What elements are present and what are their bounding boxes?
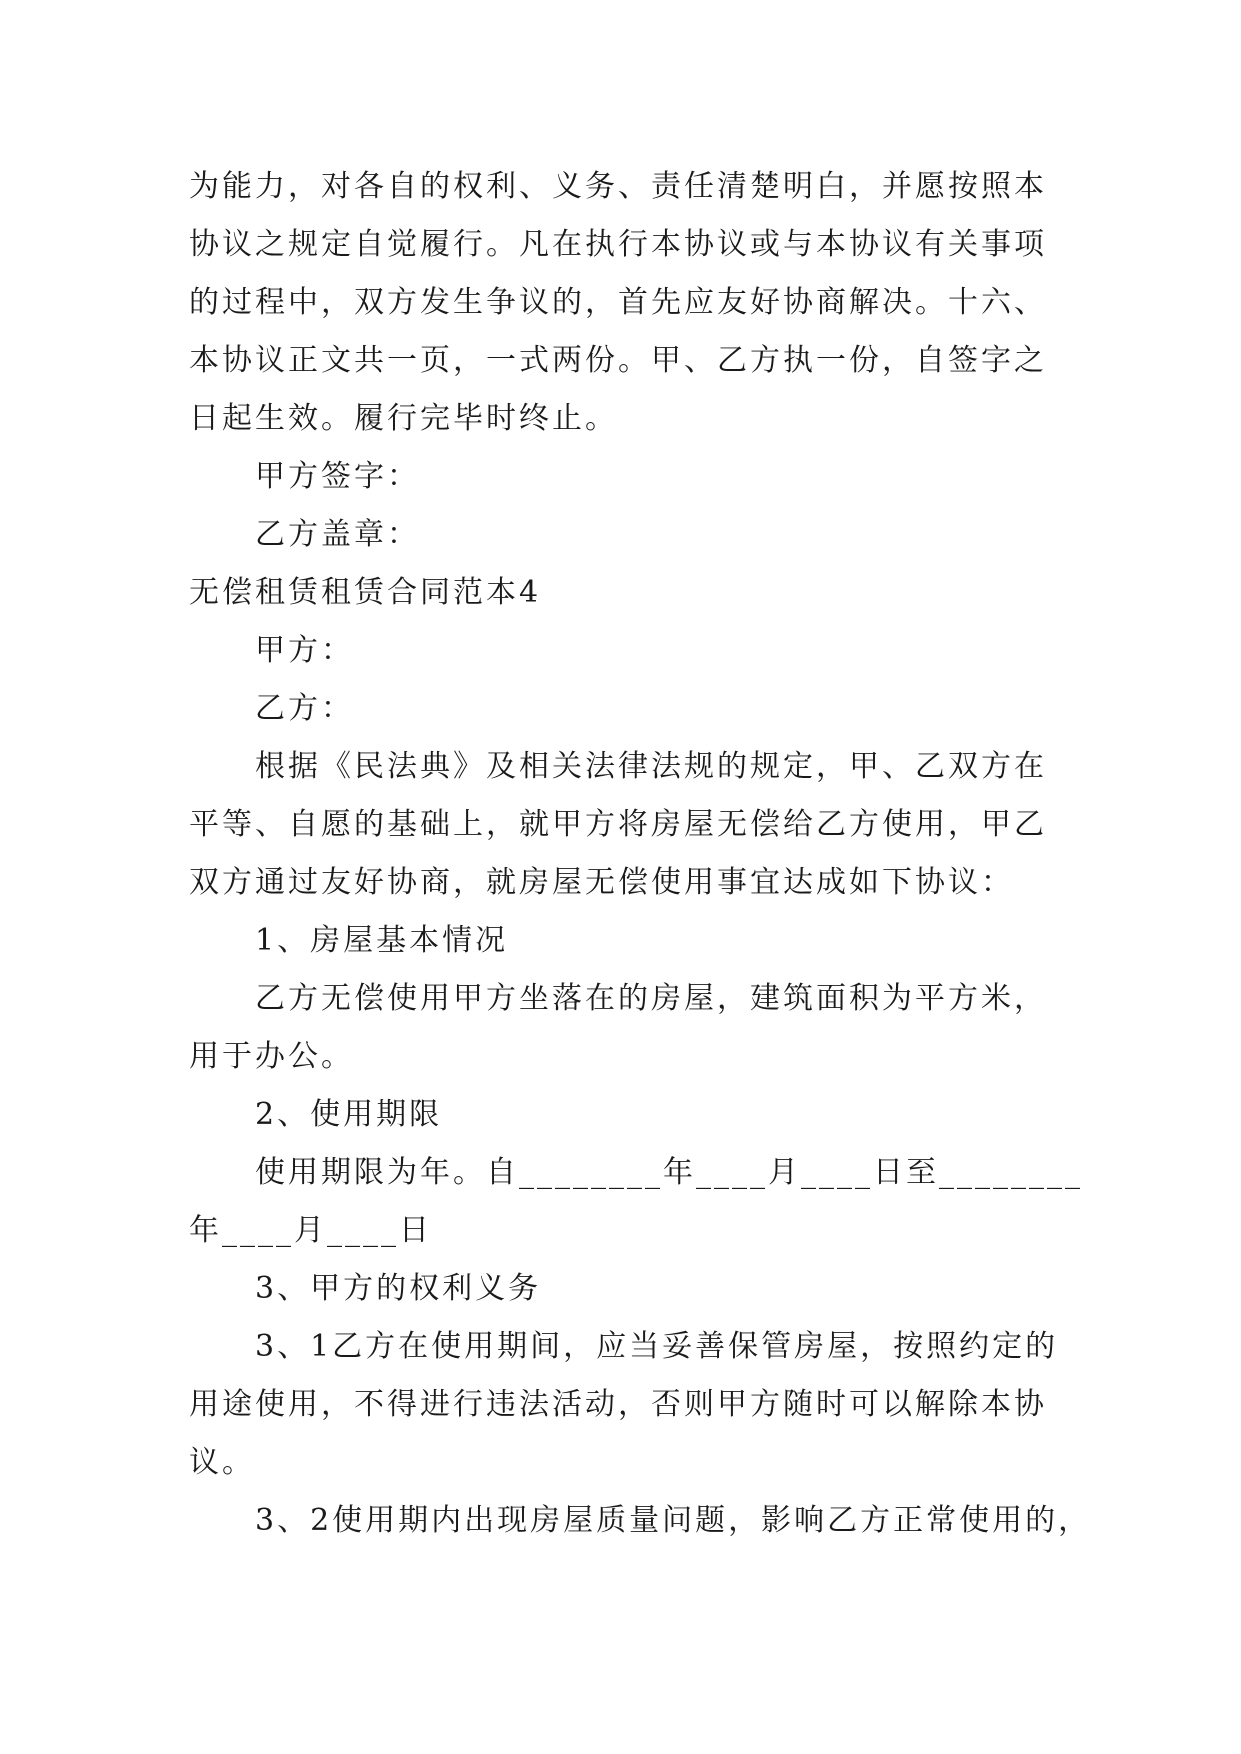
body-text-line: 3、1乙方在使用期间，应当妥善保管房屋，按照约定的 [255,1329,1059,1364]
body-text-line: 3、2使用期内出现房屋质量问题，影响乙方正常使用的， [255,1503,1092,1538]
body-text-line: 用于办公。 [189,1039,354,1074]
body-text-line: 用途使用，不得进行违法活动，否则甲方随时可以解除本协 [189,1387,1047,1422]
clause-heading: 2、使用期限 [255,1097,443,1132]
body-text-line: 平等、自愿的基础上，就甲方将房屋无偿给乙方使用，甲乙 [189,807,1047,842]
body-text-line: 的过程中，双方发生争议的，首先应友好协商解决。十六、 [189,285,1047,320]
clause-heading: 3、甲方的权利义务 [255,1271,542,1306]
body-text-line: 双方通过友好协商，就房屋无偿使用事宜达成如下协议： [189,865,1014,900]
document-body [189,158,1092,1550]
body-text-line: 根据《民法典》及相关法律法规的规定，甲、乙双方在 [255,749,1047,784]
body-text-line: 年____月____日 [189,1213,432,1248]
body-text-line: 本协议正文共一页，一式两份。甲、乙方执一份，自签字之 [189,343,1047,378]
party-b-line: 乙方： [255,691,354,726]
party-a-signature-line: 甲方签字： [255,459,420,494]
clause-heading: 1、房屋基本情况 [255,923,509,958]
body-text-line: 日起生效。履行完毕时终止。 [189,401,618,436]
body-text-line: 为能力，对各自的权利、义务、责任清楚明白，并愿按照本 [189,169,1047,204]
body-text-line: 议。 [189,1445,255,1480]
body-text-line: 乙方无偿使用甲方坐落在的房屋，建筑面积为平方米， [255,981,1047,1016]
party-a-line: 甲方： [255,633,354,668]
body-text-line: 协议之规定自觉履行。凡在执行本协议或与本协议有关事项 [189,227,1047,262]
section-title: 无偿租赁租赁合同范本4 [189,575,542,610]
party-b-seal-line: 乙方盖章： [255,517,420,552]
body-text-line: 使用期限为年。自________年____月____日至________ [255,1155,1083,1190]
